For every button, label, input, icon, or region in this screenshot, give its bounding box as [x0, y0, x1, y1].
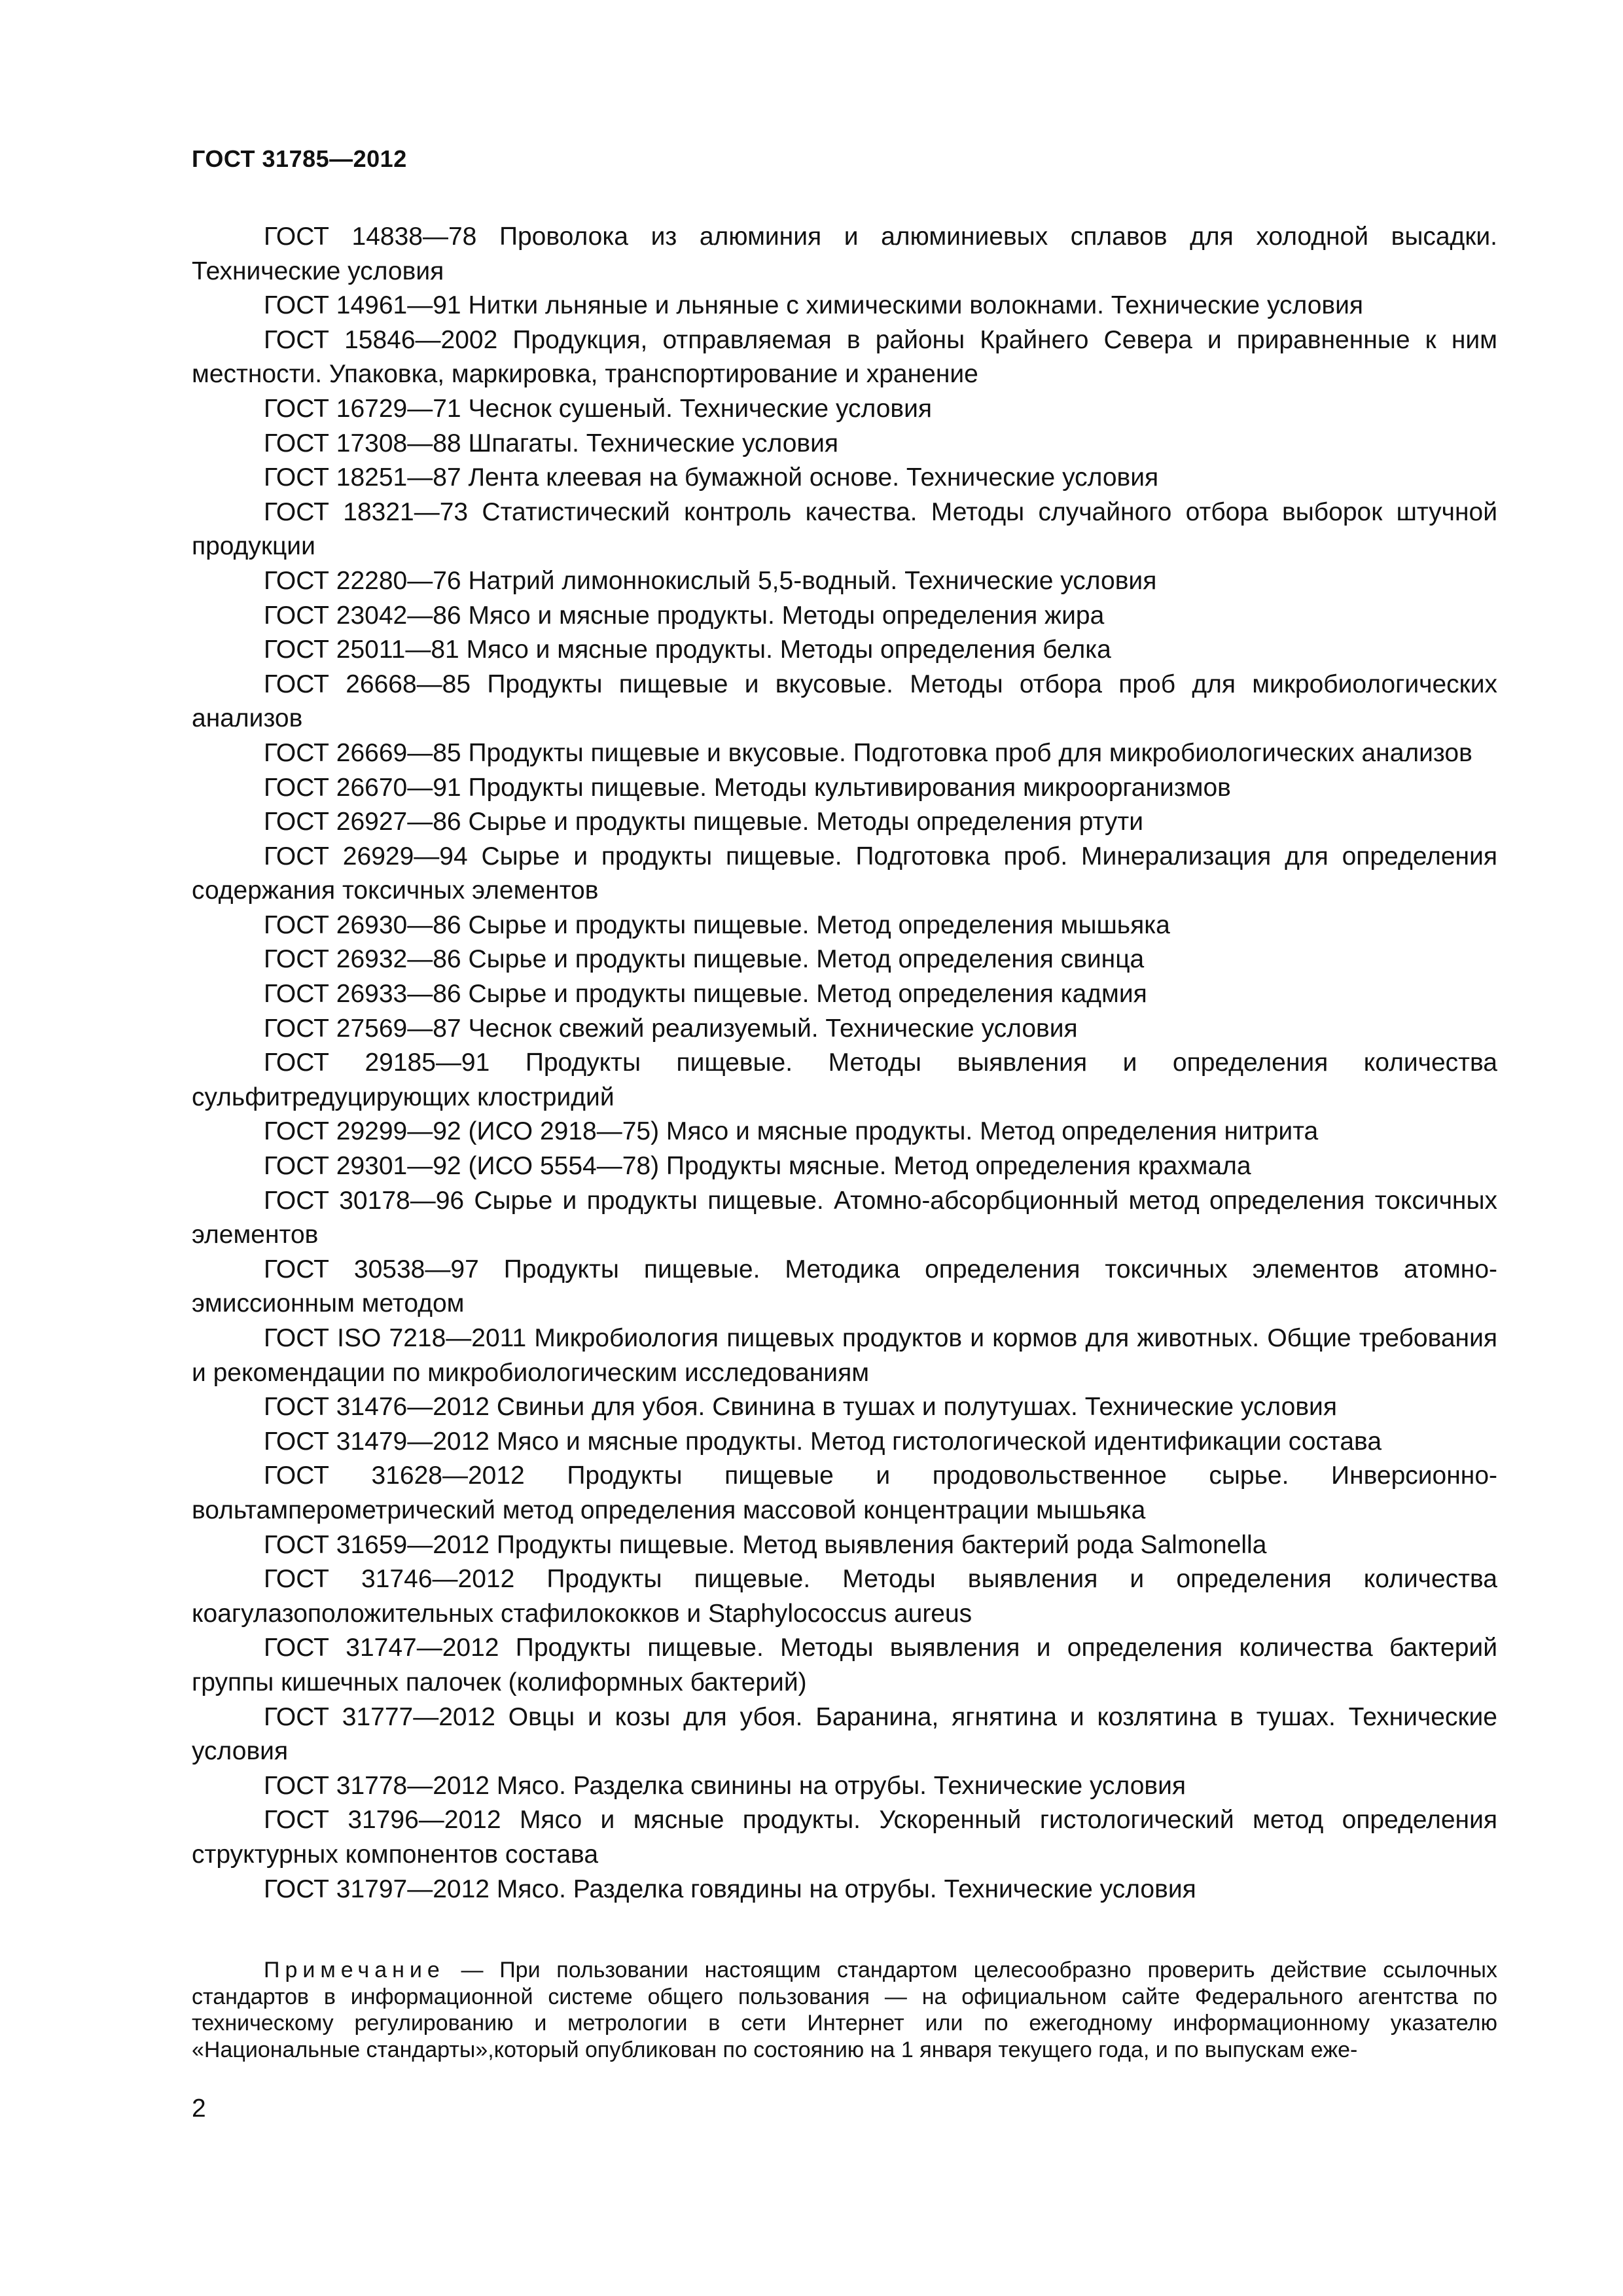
- reference-item: ГОСТ 18321—73 Статистический контроль качества. Методы случайного отбора выборок штучной продукции: [192, 497, 1497, 561]
- reference-item: ГОСТ 26668—85 Продукты пищевые и вкусовые. Методы отбора проб для микробиологических анализов: [192, 670, 1497, 733]
- reference-item: ГОСТ 30178—96 Сырье и продукты пищевые. Атомно-абсорбционный метод определения токсичных элементов: [192, 1186, 1497, 1249]
- reference-item: ГОСТ 31796—2012 Мясо и мясные продукты. Ускоренный гистологический метод определения структурных компонентов состава: [192, 1806, 1497, 1869]
- reference-item: ГОСТ 18251—87 Лента клеевая на бумажной основе. Технические условия: [264, 463, 1159, 492]
- reference-item: ГОСТ 14961—91 Нитки льняные и льняные с химическими волокнами. Технические условия: [264, 291, 1364, 320]
- reference-item: ГОСТ 23042—86 Мясо и мясные продукты. Методы определения жира: [264, 601, 1105, 630]
- reference-item: ГОСТ 31777—2012 Овцы и козы для убоя. Баранина, ягнятина и козлятина в тушах. Технические условия: [192, 1702, 1497, 1766]
- reference-item: ГОСТ 31628—2012 Продукты пищевые и продовольственное сырье. Инверсионно-вольтамперометрический метод определения массовой концентрации мышьяка: [192, 1462, 1497, 1524]
- reference-item: ГОСТ 31747—2012 Продукты пищевые. Методы выявления и определения количества бактерий группы кишечных палочек (колиформных бактерий): [192, 1634, 1497, 1696]
- reference-item: ГОСТ 26932—86 Сырье и продукты пищевые. Метод определения свинца: [264, 945, 1145, 974]
- note-label: Примечание: [264, 1958, 445, 1982]
- reference-item: ГОСТ 26930—86 Сырье и продукты пищевые. Метод определения мышьяка: [264, 910, 1170, 939]
- reference-item: ГОСТ 29301—92 (ИСО 5554—78) Продукты мясные. Метод определения крахмала: [264, 1152, 1251, 1181]
- reference-item: ГОСТ 26927—86 Сырье и продукты пищевые. Методы определения ртути: [264, 808, 1143, 836]
- reference-item: ГОСТ 30538—97 Продукты пищевые. Методика определения токсичных элементов атомно-эмиссионным методом: [192, 1255, 1497, 1318]
- reference-item: ГОСТ 31797—2012 Мясо. Разделка говядины на отрубы. Технические условия: [264, 1874, 1196, 1903]
- reference-item: ГОСТ 29299—92 (ИСО 2918—75) Мясо и мясные продукты. Метод определения нитрита: [264, 1117, 1319, 1146]
- reference-item: ГОСТ 29185—91 Продукты пищевые. Методы выявления и определения количества сульфитредуцирующих клостридий: [192, 1049, 1497, 1111]
- reference-item: ГОСТ 31746—2012 Продукты пищевые. Методы выявления и определения количества коагулазоположительных стафилококков и Staphylococcus aureus: [192, 1565, 1497, 1628]
- reference-item: ГОСТ 31778—2012 Мясо. Разделка свинины на отрубы. Технические условия: [264, 1771, 1186, 1800]
- reference-item: ГОСТ 31479—2012 Мясо и мясные продукты. Метод гистологической идентификации состава: [264, 1427, 1382, 1456]
- reference-item: ГОСТ 26929—94 Сырье и продукты пищевые. Подготовка проб. Минерализация для определения содержания токсичных элементов: [192, 842, 1497, 905]
- reference-item: ГОСТ 22280—76 Натрий лимоннокислый 5,5-водный. Технические условия: [264, 566, 1157, 595]
- reference-item: ГОСТ 25011—81 Мясо и мясные продукты. Методы определения белка: [264, 636, 1111, 664]
- note-text: — При пользовании настоящим стандартом целесообразно проверить действие ссылочных стандартов в информационной системе общего пользования — на официальном сайте Федерального агентства по техническому регулированию и метрологии в сети Интернет или по ежегодному информационному указателю «Национальные стандарты»,который опубликован по состоянию на 1 января текущего года, и по выпускам еже-: [192, 1958, 1497, 2062]
- reference-item: ГОСТ 27569—87 Чеснок свежий реализуемый. Технические условия: [264, 1014, 1078, 1043]
- reference-item: ГОСТ 15846—2002 Продукция, отправляемая в районы Крайнего Севера и приравненные к ним местности. Упаковка, маркировка, транспортирование и хранение: [192, 325, 1497, 389]
- note-paragraph: [192, 1957, 1497, 2063]
- reference-item: ГОСТ ISO 7218—2011 Микробиология пищевых продуктов и кормов для животных. Общие требования и рекомендации по микробиологическим исследованиям: [192, 1324, 1497, 1387]
- reference-item: ГОСТ 31659—2012 Продукты пищевые. Метод выявления бактерий рода Salmonella: [264, 1530, 1267, 1559]
- reference-item: ГОСТ 31476—2012 Свиньи для убоя. Свинина в тушах и полутушах. Технические условия: [264, 1393, 1337, 1422]
- reference-item: ГОСТ 17308—88 Шпагаты. Технические условия: [264, 429, 839, 457]
- reference-item: ГОСТ 26670—91 Продукты пищевые. Методы культивирования микроорганизмов: [264, 773, 1231, 802]
- reference-item: ГОСТ 14838—78 Проволока из алюминия и алюминиевых сплавов для холодной высадки. Технические условия: [192, 223, 1497, 285]
- reference-item: ГОСТ 16729—71 Чеснок сушеный. Технические условия: [264, 394, 933, 423]
- reference-item: ГОСТ 26669—85 Продукты пищевые и вкусовые. Подготовка проб для микробиологических анализов: [264, 738, 1472, 767]
- normative-references-list: [192, 220, 1497, 1907]
- page-number: 2: [192, 2094, 206, 2123]
- reference-item: ГОСТ 26933—86 Сырье и продукты пищевые. Метод определения кадмия: [264, 980, 1147, 1009]
- page-header-title: ГОСТ 31785—2012: [192, 145, 407, 172]
